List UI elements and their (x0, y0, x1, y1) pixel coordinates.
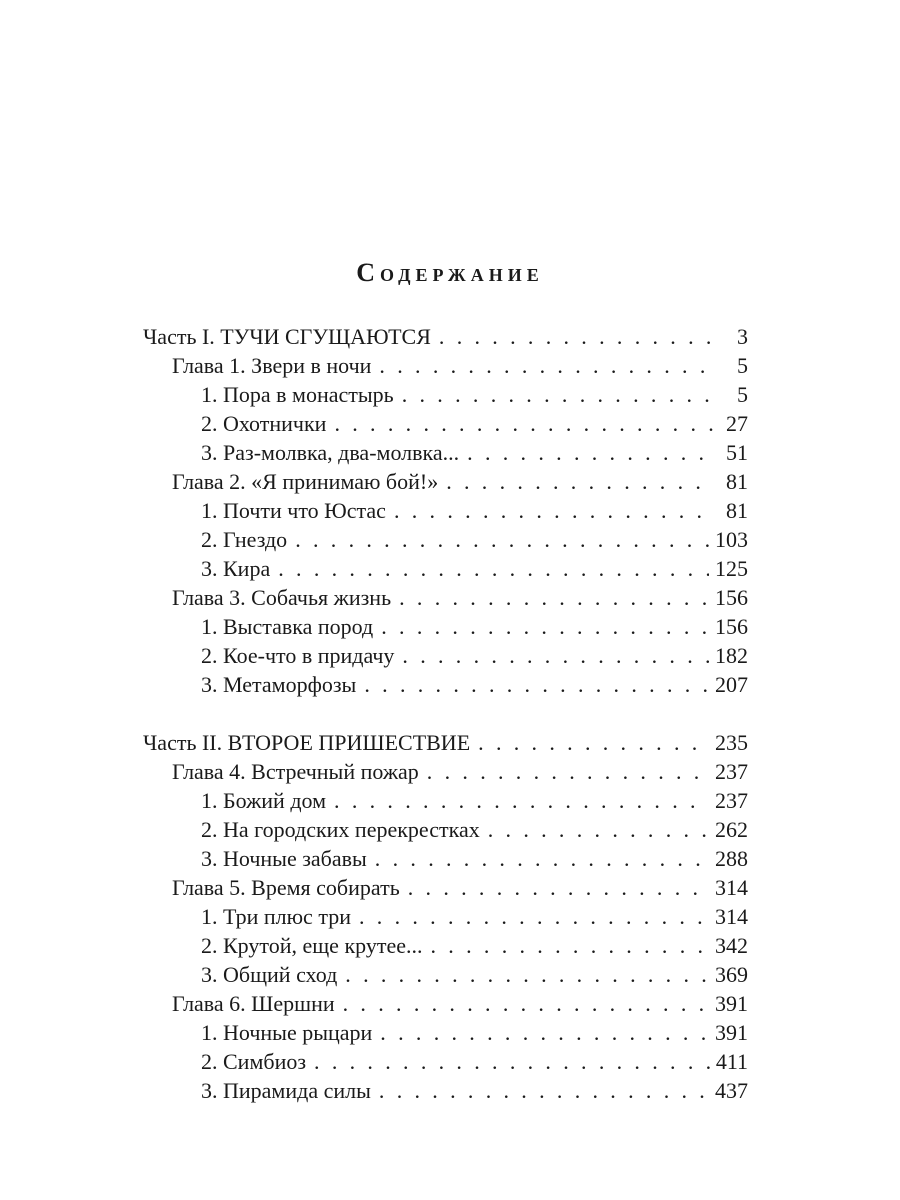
toc-section-entry (143, 786, 748, 815)
toc-entry-label: 1. Почти что Юстас (201, 498, 386, 523)
dot-leader (380, 1018, 709, 1047)
toc-entry-page: 288 (715, 846, 748, 871)
toc-entry-label: 3. Раз-молвка, два-молвка... (201, 440, 460, 465)
toc-entry-label: 3. Пирамида силы (201, 1078, 371, 1103)
toc-section-entry (143, 1018, 748, 1047)
page-title: Содержание (356, 258, 544, 287)
toc-section-entry (143, 612, 748, 641)
dot-leader (394, 496, 714, 525)
toc-entry-page: 314 (715, 904, 748, 929)
dot-leader (343, 989, 709, 1018)
toc-entry-page: 182 (715, 643, 748, 668)
toc-section-entry (143, 1076, 748, 1105)
toc-chapter-entry (143, 873, 748, 902)
toc-entry-page: 51 (726, 440, 748, 465)
toc-section-entry (143, 931, 748, 960)
toc-entry-page: 437 (715, 1078, 748, 1103)
toc-entry-label: 2. Кое-что в придачу (201, 643, 395, 668)
toc-section-entry (143, 815, 748, 844)
toc-entry-page: 3 (737, 324, 748, 349)
dot-leader (446, 467, 714, 496)
toc-entry-label: Глава 6. Шершни (172, 991, 335, 1016)
toc-section-entry (143, 554, 748, 583)
dot-leader (334, 409, 714, 438)
dot-leader (314, 1047, 710, 1076)
dot-leader (408, 873, 709, 902)
dot-leader (364, 670, 709, 699)
toc-entry-label: 2. На городских перекрестках (201, 817, 480, 842)
toc-entry-label: Часть II. ВТОРОЕ ПРИШЕСТВИЕ (143, 730, 471, 755)
dot-leader (402, 380, 714, 409)
toc-chapter-entry (143, 351, 748, 380)
dot-leader (375, 844, 709, 873)
toc-chapter-entry (143, 467, 748, 496)
toc-entry-label: Глава 4. Встречный пожар (172, 759, 419, 784)
toc-entry-label: 2. Симбиоз (201, 1049, 307, 1074)
toc-entry-page: 156 (715, 614, 748, 639)
dot-leader (467, 438, 714, 467)
toc-entry-label: Глава 5. Время собирать (172, 875, 400, 900)
dot-leader (334, 786, 709, 815)
toc-entry-label: 3. Ночные забавы (201, 846, 367, 871)
toc-entry-label: 1. Выставка пород (201, 614, 374, 639)
dot-leader (431, 931, 710, 960)
toc-entry-page: 237 (715, 788, 748, 813)
dot-leader (379, 1076, 709, 1105)
toc-entry-page: 262 (715, 817, 748, 842)
dot-leader (488, 815, 709, 844)
toc-entry-page: 103 (715, 527, 748, 552)
toc-entry-label: Часть I. ТУЧИ СГУЩАЮТСЯ (143, 324, 431, 349)
toc-entry-label: 1. Божий дом (201, 788, 327, 813)
toc-section-entry (143, 438, 748, 467)
table-of-contents (143, 322, 748, 1105)
toc-section-entry (143, 960, 748, 989)
toc-entry-page: 342 (715, 933, 748, 958)
toc-section-entry (143, 670, 748, 699)
toc-part-entry (143, 728, 748, 757)
toc-entry-label: 2. Гнездо (201, 527, 288, 552)
dot-leader (345, 960, 709, 989)
dot-leader (379, 351, 714, 380)
toc-section-entry (143, 525, 748, 554)
dot-leader (278, 554, 709, 583)
toc-entry-page: 314 (715, 875, 748, 900)
toc-entry-page: 391 (715, 991, 748, 1016)
toc-section-entry (143, 902, 748, 931)
toc-entry-page: 411 (715, 1049, 748, 1074)
toc-chapter-entry (143, 757, 748, 786)
toc-entry-label: Глава 1. Звери в ночи (172, 353, 372, 378)
dot-leader (399, 583, 709, 612)
toc-entry-page: 5 (737, 382, 748, 407)
toc-entry-label: Глава 2. «Я принимаю бой!» (172, 469, 439, 494)
toc-section-entry (143, 496, 748, 525)
dot-leader (478, 728, 709, 757)
toc-chapter-entry (143, 583, 748, 612)
dot-leader (381, 612, 709, 641)
toc-entry-page: 391 (715, 1020, 748, 1045)
toc-entry-label: 3. Кира (201, 556, 271, 581)
toc-section-entry (143, 1047, 748, 1076)
dot-leader (359, 902, 709, 931)
toc-entry-page: 369 (715, 962, 748, 987)
toc-entry-label: 2. Охотнички (201, 411, 327, 436)
dot-leader (295, 525, 709, 554)
toc-entry-label: 1. Три плюс три (201, 904, 351, 929)
toc-entry-label: 1. Ночные рыцари (201, 1020, 373, 1045)
dot-leader (402, 641, 709, 670)
toc-entry-page: 235 (715, 730, 748, 755)
toc-section-entry (143, 641, 748, 670)
toc-entry-label: Глава 3. Собачья жизнь (172, 585, 392, 610)
toc-section-entry (143, 844, 748, 873)
toc-entry-label: 3. Общий сход (201, 962, 338, 987)
toc-entry-page: 125 (715, 556, 748, 581)
toc-part-entry (143, 322, 748, 351)
toc-entry-page: 81 (726, 469, 748, 494)
toc-entry-page: 237 (715, 759, 748, 784)
toc-entry-page: 207 (715, 672, 748, 697)
toc-chapter-entry (143, 989, 748, 1018)
dot-leader (439, 322, 714, 351)
toc-entry-label: 1. Пора в монастырь (201, 382, 394, 407)
toc-entry-page: 5 (737, 353, 748, 378)
toc-entry-page: 156 (715, 585, 748, 610)
toc-section-entry (143, 380, 748, 409)
toc-entry-page: 81 (726, 498, 748, 523)
toc-section-entry (143, 409, 748, 438)
toc-entry-page: 27 (726, 411, 748, 436)
dot-leader (427, 757, 709, 786)
toc-entry-label: 3. Метаморфозы (201, 672, 357, 697)
toc-entry-label: 2. Крутой, еще крутее... (201, 933, 423, 958)
